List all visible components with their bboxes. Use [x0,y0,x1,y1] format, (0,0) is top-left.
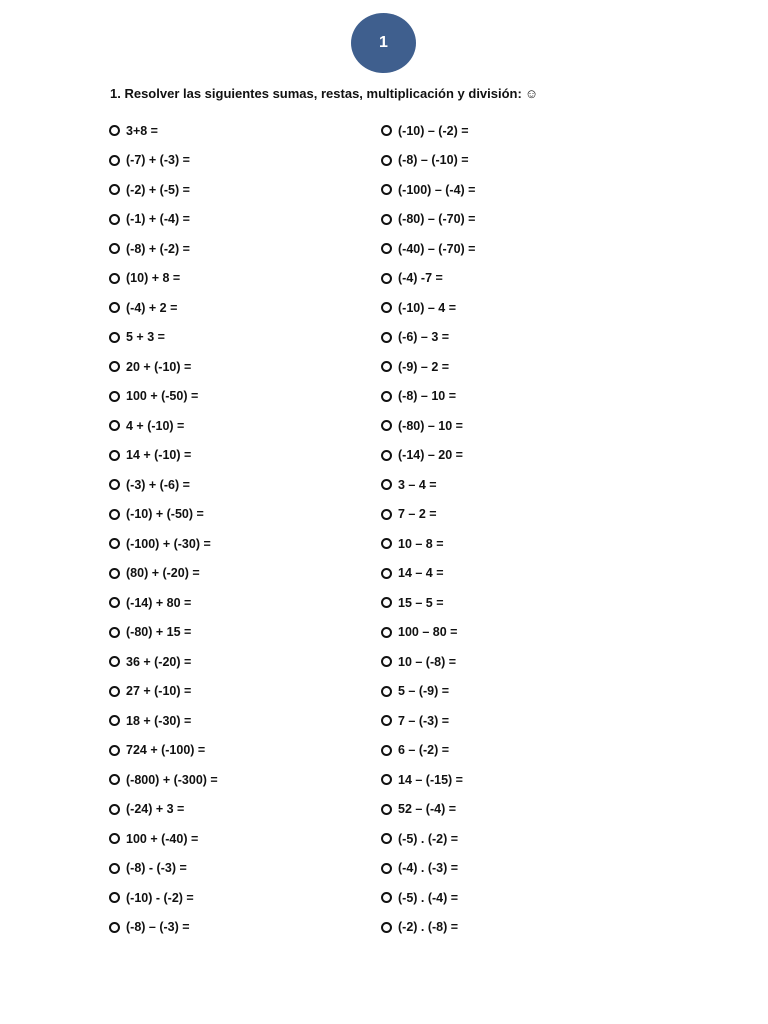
exercise-item [381,706,475,736]
exercise-text: (-14) – 20 = [398,448,463,463]
exercise-text: (-8) + (-2) = [126,241,190,256]
exercise-text: (10) + 8 = [126,271,181,286]
exercise-text: 724 + (-100) = [126,743,206,758]
exercise-text: 10 – (-8) = [398,654,457,669]
bullet-icon [381,568,392,579]
exercise-text: 100 – 80 = [398,625,458,640]
exercise-text: 52 – (-4) = [398,802,457,817]
instruction-text: 1. Resolver las siguientes sumas, restas, multiplicación y división: [110,86,522,101]
exercise-item [109,824,218,854]
exercise-text: (-8) – (-10) = [398,153,469,168]
exercise-item [381,588,475,618]
exercise-item [109,854,218,884]
bullet-icon [381,922,392,933]
exercise-text: (-9) – 2 = [398,359,450,374]
bullet-icon [109,745,120,756]
exercise-text: (-100) + (-30) = [126,536,211,551]
bullet-icon [381,686,392,697]
exercise-item [381,411,475,441]
exercise-item [381,234,475,264]
exercise-text: (-80) – 10 = [398,418,463,433]
bullet-icon [381,125,392,136]
exercise-item [109,765,218,795]
exercise-item [109,677,218,707]
exercise-text: 7 – 2 = [398,507,437,522]
exercise-item [109,500,218,530]
bullet-icon [109,656,120,667]
bullet-icon [381,656,392,667]
bullet-icon [381,243,392,254]
bullet-icon [109,686,120,697]
exercise-text: (-2) + (-5) = [126,182,190,197]
exercise-item [109,234,218,264]
exercise-item [109,146,218,176]
exercise-item [109,559,218,589]
exercise-item [381,795,475,825]
exercise-text: (-10) – (-2) = [398,123,469,138]
exercise-text: (-3) + (-6) = [126,477,190,492]
bullet-icon [109,332,120,343]
bullet-icon [109,892,120,903]
exercise-text: (-5) . (-2) = [398,831,459,846]
exercise-text: 4 + (-10) = [126,418,185,433]
exercise-item [109,529,218,559]
exercise-item [381,854,475,884]
bullet-icon [109,391,120,402]
exercise-item [381,175,475,205]
exercise-text: 14 – (-15) = [398,772,463,787]
bullet-icon [109,863,120,874]
exercise-item [381,500,475,530]
exercise-text: (-7) + (-3) = [126,153,190,168]
exercise-text: (-2) . (-8) = [398,920,459,935]
exercise-item [109,706,218,736]
exercise-text: 10 – 8 = [398,536,444,551]
exercise-item [109,913,218,943]
bullet-icon [109,273,120,284]
exercise-item [109,795,218,825]
exercise-text: (-80) – (-70) = [398,212,476,227]
exercise-item [381,205,475,235]
exercise-text: (-10) – 4 = [398,300,457,315]
exercise-item [109,647,218,677]
bullet-icon [381,538,392,549]
bullet-icon [381,155,392,166]
exercise-text: 15 – 5 = [398,595,444,610]
exercise-item [381,883,475,913]
bullet-icon [109,833,120,844]
bullet-icon [381,509,392,520]
exercise-text: (-10) - (-2) = [126,890,194,905]
exercise-text: 7 – (-3) = [398,713,450,728]
bullet-icon [381,745,392,756]
bullet-icon [109,922,120,933]
exercise-item [109,411,218,441]
exercise-item [381,647,475,677]
exercise-text: (-6) – 3 = [398,330,450,345]
bullet-icon [109,509,120,520]
exercise-text: 14 + (-10) = [126,448,192,463]
exercise-text: 14 – 4 = [398,566,444,581]
bullet-icon [381,863,392,874]
smiley-icon: ☺ [524,86,539,101]
bullet-icon [109,420,120,431]
bullet-icon [109,243,120,254]
exercise-text: 3 – 4 = [398,477,437,492]
exercise-item [109,470,218,500]
exercise-item [109,323,218,353]
exercise-text: (-5) . (-4) = [398,890,459,905]
bullet-icon [109,214,120,225]
bullet-icon [381,361,392,372]
exercise-text: 100 + (-40) = [126,831,199,846]
exercise-item [109,175,218,205]
exercise-item [381,116,475,146]
bullet-icon [381,597,392,608]
exercise-item [109,264,218,294]
bullet-icon [381,833,392,844]
exercise-instruction [110,86,538,101]
exercise-text: 18 + (-30) = [126,713,192,728]
exercise-item [381,765,475,795]
exercise-text: (-24) + 3 = [126,802,185,817]
exercise-text: 20 + (-10) = [126,359,192,374]
bullet-icon [381,479,392,490]
exercise-text: 5 + 3 = [126,330,165,345]
bullet-icon [381,302,392,313]
exercise-item [109,116,218,146]
exercise-text: (-4) -7 = [398,271,443,286]
exercise-item [381,293,475,323]
exercise-text: (-14) + 80 = [126,595,192,610]
exercise-text: (-800) + (-300) = [126,772,218,787]
bullet-icon [381,450,392,461]
bullet-icon [109,361,120,372]
exercise-item [109,441,218,471]
exercise-item [109,883,218,913]
exercise-text: (-80) + 15 = [126,625,192,640]
bullet-icon [109,627,120,638]
exercise-item [109,352,218,382]
bullet-icon [109,774,120,785]
exercise-text: (-40) – (-70) = [398,241,476,256]
exercise-text: 36 + (-20) = [126,654,192,669]
bullet-icon [381,715,392,726]
exercise-item [381,146,475,176]
exercise-item [381,441,475,471]
bullet-icon [109,184,120,195]
bullet-icon [109,597,120,608]
bullet-icon [109,302,120,313]
exercise-text: (-100) – (-4) = [398,182,476,197]
exercise-item [109,736,218,766]
exercise-item [381,264,475,294]
bullet-icon [381,420,392,431]
exercise-text: 100 + (-50) = [126,389,199,404]
exercise-item [381,382,475,412]
bullet-icon [109,155,120,166]
bullet-icon [381,627,392,638]
exercise-text: (-8) – (-3) = [126,920,190,935]
exercise-item [109,205,218,235]
bullet-icon [381,184,392,195]
bullet-icon [381,391,392,402]
exercise-text: 5 – (-9) = [398,684,450,699]
page-number: 1 [379,34,388,51]
exercise-text: 3+8 = [126,123,158,138]
page-number-badge [351,13,416,73]
exercise-item [381,913,475,943]
exercise-item [109,382,218,412]
exercise-item [109,588,218,618]
exercise-text: (-1) + (-4) = [126,212,190,227]
bullet-icon [381,804,392,815]
exercise-item [109,293,218,323]
exercise-item [381,323,475,353]
exercise-item [381,559,475,589]
bullet-icon [109,125,120,136]
exercise-text: (-8) - (-3) = [126,861,187,876]
exercise-text: (-10) + (-50) = [126,507,204,522]
exercise-text: (-4) . (-3) = [398,861,459,876]
bullet-icon [109,479,120,490]
bullet-icon [381,332,392,343]
exercise-item [381,618,475,648]
bullet-icon [381,273,392,284]
bullet-icon [381,214,392,225]
exercise-text: 6 – (-2) = [398,743,450,758]
bullet-icon [109,450,120,461]
bullet-icon [109,538,120,549]
bullet-icon [381,892,392,903]
exercise-item [381,352,475,382]
exercise-item [381,736,475,766]
exercise-text: (-4) + 2 = [126,300,178,315]
exercise-item [381,470,475,500]
bullet-icon [381,774,392,785]
exercise-text: (80) + (-20) = [126,566,200,581]
bullet-icon [109,715,120,726]
exercise-item [381,529,475,559]
left-exercise-column [109,116,218,942]
right-exercise-column [381,116,475,942]
exercise-item [381,677,475,707]
exercise-item [381,824,475,854]
exercise-text: 27 + (-10) = [126,684,192,699]
exercise-text: (-8) – 10 = [398,389,457,404]
bullet-icon [109,568,120,579]
exercise-item [109,618,218,648]
bullet-icon [109,804,120,815]
